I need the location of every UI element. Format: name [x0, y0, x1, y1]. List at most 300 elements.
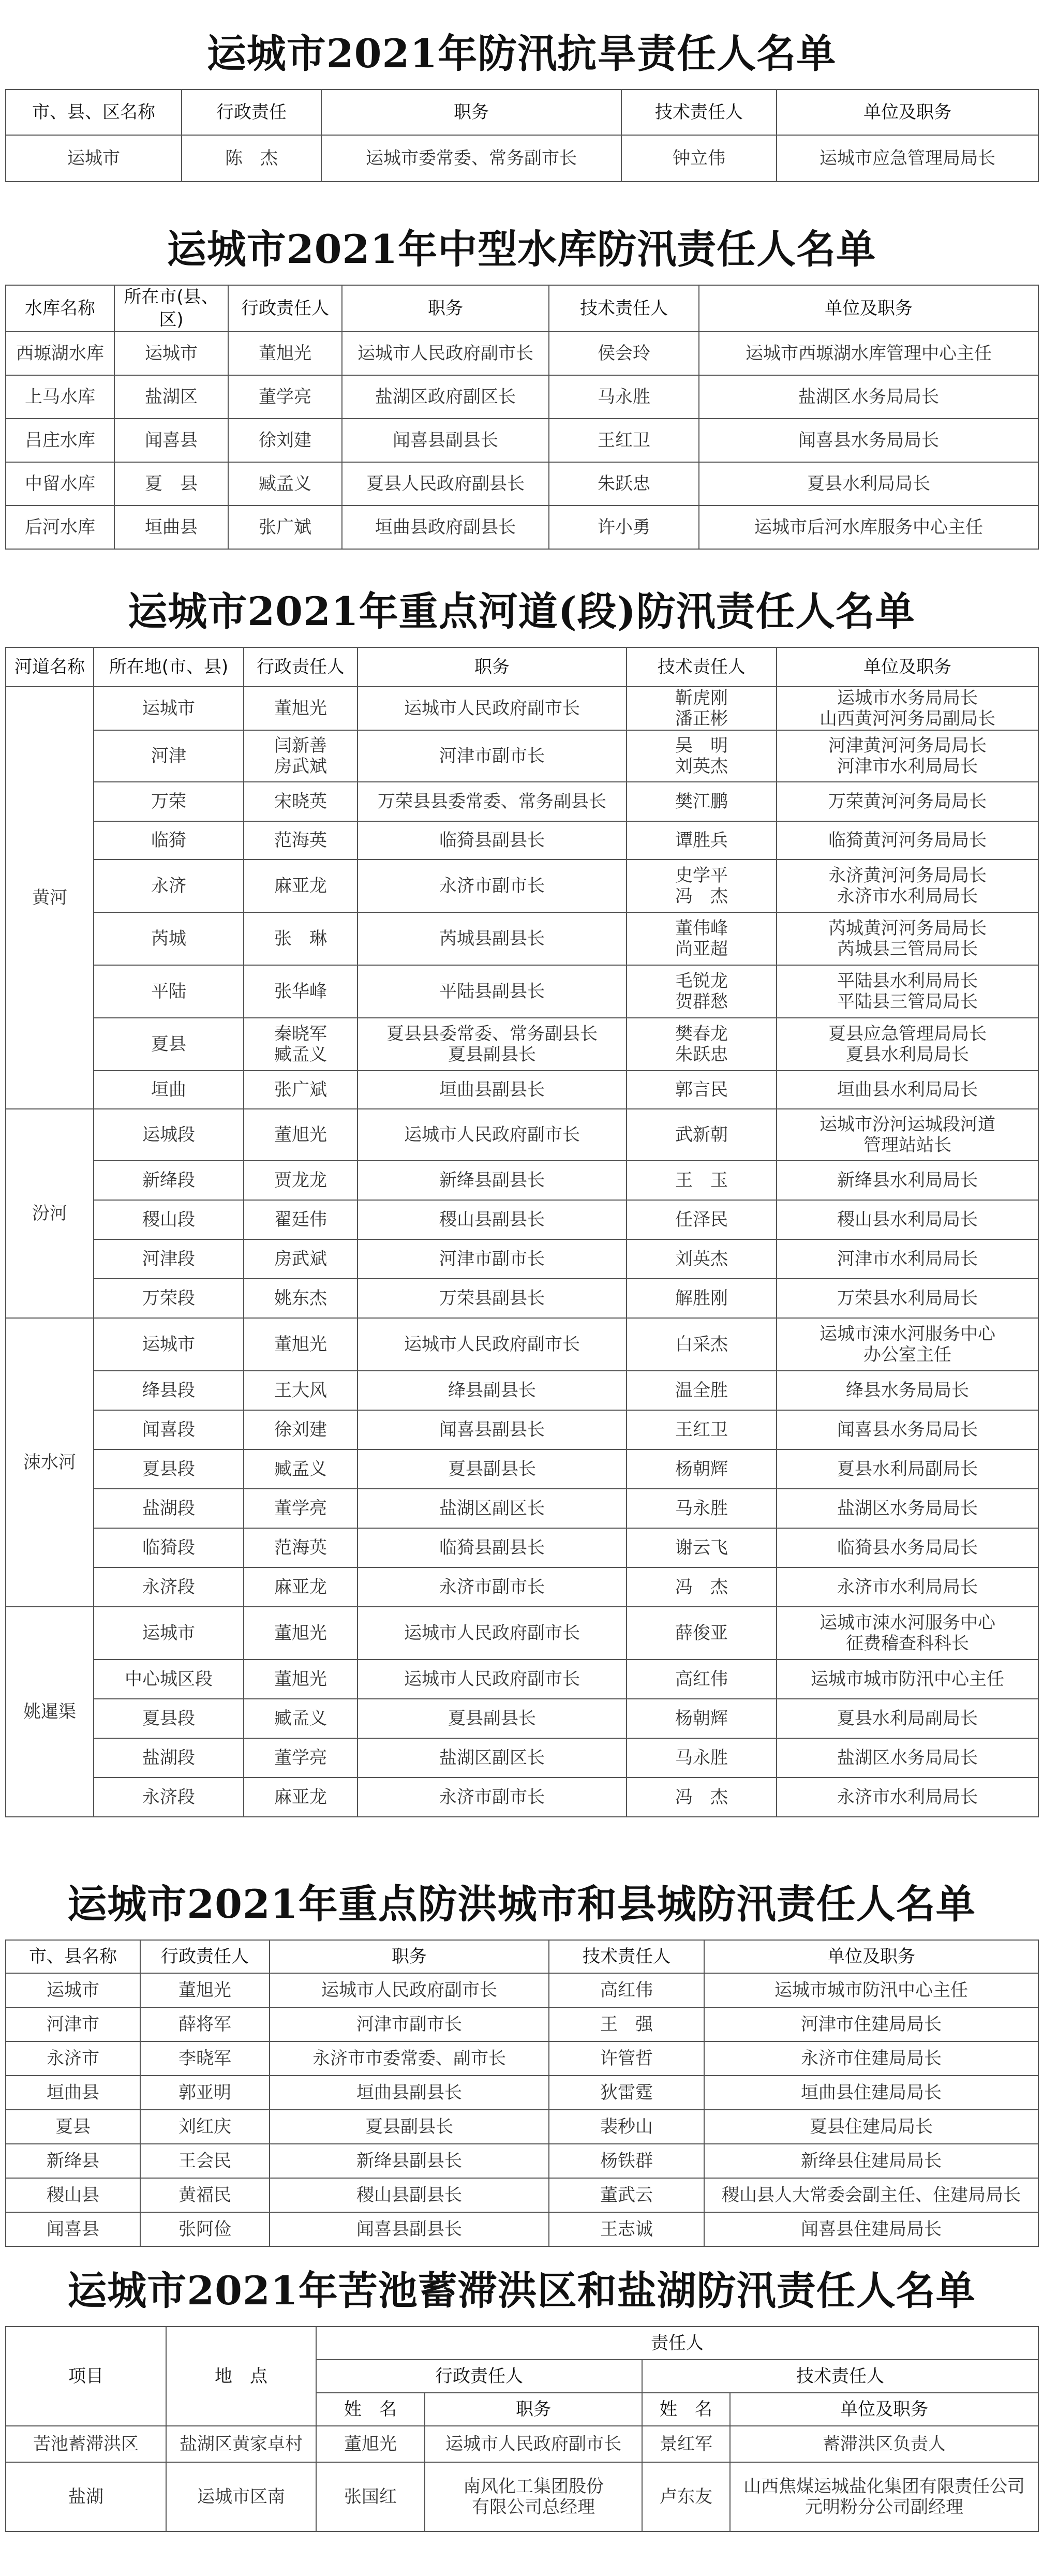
- table-cell: 运城市: [114, 332, 228, 375]
- river-name-cell: 汾河: [6, 1109, 94, 1318]
- table-cell: 绛县段: [94, 1371, 244, 1410]
- table-cell: 稷山段: [94, 1200, 244, 1239]
- cell-line: 夏县副县长: [448, 1044, 536, 1065]
- cell-line: 马永胜: [675, 1498, 728, 1519]
- table-cell: 运城段: [94, 1109, 244, 1161]
- table-cell: 运城市应急管理局局长: [777, 135, 1038, 182]
- table-cell: [357, 1699, 627, 1738]
- cell-line: 解胜刚: [675, 1288, 728, 1309]
- cell-line: 夏县副县长: [448, 1459, 536, 1479]
- table-cell: [777, 1778, 1038, 1817]
- table-cell: [357, 1738, 627, 1778]
- table-cell: 永济市市委常委、副市长: [270, 2041, 549, 2076]
- table-cell: [357, 1607, 627, 1660]
- cell-line: 稷山县水利局局长: [837, 1209, 978, 1230]
- table-cell: [730, 2462, 1038, 2531]
- cell-line: 房武斌: [274, 1249, 327, 1269]
- table-cell: [627, 1699, 777, 1738]
- cell-line: 运城市涑水河服务中心: [820, 1324, 995, 1344]
- cell-line: 杨朝辉: [675, 1708, 728, 1729]
- section-title: 运城市2021年重点河道(段)防汛责任人名单: [128, 588, 915, 634]
- table-cell: 黄福民: [140, 2178, 270, 2212]
- table-cell: 闻喜县副县长: [342, 419, 549, 462]
- header-cell: 姓 名: [642, 2393, 730, 2426]
- table-cell: [357, 912, 627, 965]
- table-row: [6, 1071, 1038, 1109]
- table-cell: [627, 1778, 777, 1817]
- header-cell: 市、县、区名称: [6, 90, 182, 135]
- table-cell: [777, 1449, 1038, 1489]
- river-name-cell: 涑水河: [6, 1318, 94, 1607]
- cell-line: 薛俊亚: [675, 1623, 728, 1644]
- table-cell: [357, 1071, 627, 1109]
- table-cell: [244, 1018, 357, 1071]
- table-cell: [357, 687, 627, 730]
- cell-line: 夏县水利局局长: [846, 1044, 969, 1065]
- table-cell: [627, 1109, 777, 1161]
- table-row: [6, 506, 1038, 549]
- cell-line: 运城市水务局局长: [837, 688, 978, 708]
- table-cell: 盐湖区黄家卓村: [166, 2426, 316, 2462]
- section-title: 运城市2021年中型水库防汛责任人名单: [167, 226, 876, 272]
- table-row: [6, 1018, 1038, 1071]
- table-cell: 永济市住建局局长: [704, 2041, 1038, 2076]
- header-cell: 技术责任人: [621, 90, 777, 135]
- table-cell: [425, 2462, 642, 2531]
- table-cell: [244, 860, 357, 912]
- cell-line: 永济市副市长: [439, 1577, 545, 1597]
- table-cell: 芮城: [94, 912, 244, 965]
- cell-line: 有限公司总经理: [472, 2497, 595, 2518]
- section-flood-storage: [5, 2248, 1038, 2532]
- header-cell: 技术责任人: [549, 1940, 704, 1973]
- table-row: [6, 2144, 1038, 2178]
- table-cell: [777, 687, 1038, 730]
- table-cell: [244, 1318, 357, 1371]
- table-cell: 张国红: [316, 2462, 425, 2531]
- table-cell: [777, 1109, 1038, 1161]
- table-cell: 徐刘建: [228, 419, 342, 462]
- table-cell: [244, 821, 357, 860]
- cell-line: 董旭光: [274, 698, 327, 719]
- table-cell: [627, 1449, 777, 1489]
- table-row: [6, 1371, 1038, 1410]
- cell-line: 杨朝辉: [675, 1459, 728, 1479]
- header-row: [6, 90, 1038, 135]
- table-cell: [357, 1018, 627, 1071]
- cell-line: 万荣黄河河务局局长: [828, 791, 987, 812]
- table-cell: 盐湖段: [94, 1738, 244, 1778]
- table-row: [6, 782, 1038, 821]
- table-cell: [244, 1200, 357, 1239]
- table-cell: 董旭光: [316, 2426, 425, 2462]
- table-cell: 中留水库: [6, 462, 114, 506]
- cell-line: 平陆县水利局局长: [837, 971, 978, 991]
- cell-line: 办公室主任: [863, 1344, 951, 1365]
- table-row: [6, 1161, 1038, 1200]
- header-cell: 技术责任人: [642, 2360, 1038, 2393]
- header-cell: 行政责任人: [316, 2360, 642, 2393]
- cell-line: 臧孟义: [274, 1044, 327, 1065]
- table-row: [6, 135, 1038, 182]
- table-cell: [357, 1161, 627, 1200]
- table-cell: 新绛县住建局局长: [704, 2144, 1038, 2178]
- table-cell: 运城市: [6, 135, 182, 182]
- table-cell: 闻喜县水务局局长: [699, 419, 1038, 462]
- cell-line: 董学亮: [274, 1748, 327, 1768]
- header-cell: 职务: [425, 2393, 642, 2426]
- table-cell: 河津: [94, 730, 244, 782]
- table-row: [6, 1410, 1038, 1449]
- table-cell: 钟立伟: [621, 135, 777, 182]
- table-cell: [627, 912, 777, 965]
- cell-line: 盐湖区水务局局长: [837, 1498, 978, 1519]
- header-row: [6, 647, 1038, 687]
- responsibility-table: [5, 647, 1039, 1817]
- header-cell: 所在地(市、县): [94, 647, 244, 687]
- table-row: [6, 965, 1038, 1018]
- table-cell: [777, 1318, 1038, 1371]
- table-cell: 后河水库: [6, 506, 114, 549]
- header-cell: 河道名称: [6, 647, 94, 687]
- table-cell: 垣曲县副县长: [270, 2076, 549, 2110]
- cell-line: 平陆县副县长: [439, 981, 545, 1002]
- cell-line: 永济市水利局局长: [837, 1787, 978, 1808]
- responsibility-table: [5, 89, 1039, 182]
- table-cell: 陈 杰: [182, 135, 321, 182]
- table-cell: [627, 1410, 777, 1449]
- section-flood-drought: [5, 11, 1038, 182]
- table-cell: 稷山县人大常委会副主任、住建局局长: [704, 2178, 1038, 2212]
- cell-line: 房武斌: [274, 756, 327, 777]
- table-cell: 垣曲县: [114, 506, 228, 549]
- cell-line: 芮城县副县长: [439, 928, 545, 949]
- header-cell: 职务: [270, 1940, 549, 1973]
- table-cell: 盐湖: [6, 2462, 166, 2531]
- cell-line: 潘正彬: [675, 708, 728, 729]
- table-cell: [627, 782, 777, 821]
- table-cell: 运城市: [6, 1973, 140, 2007]
- cell-line: 征费稽查科科长: [846, 1633, 969, 1654]
- table-cell: [777, 1279, 1038, 1318]
- table-cell: [627, 1567, 777, 1607]
- cell-line: 吴 明: [675, 735, 728, 756]
- table-cell: [244, 782, 357, 821]
- table-cell: 河津段: [94, 1239, 244, 1279]
- cell-line: 永济市水利局局长: [837, 1577, 978, 1597]
- cell-line: 高红伟: [675, 1669, 728, 1690]
- table-cell: [357, 965, 627, 1018]
- table-row: [6, 1200, 1038, 1239]
- cell-line: 运城市人民政府副市长: [404, 1623, 580, 1644]
- cell-line: 河津市水利局局长: [837, 756, 978, 777]
- table-cell: 运城市后河水库服务中心主任: [699, 506, 1038, 549]
- table-cell: 临猗: [94, 821, 244, 860]
- table-cell: [777, 912, 1038, 965]
- cell-line: 樊江鹏: [675, 791, 728, 812]
- table-row: [6, 1489, 1038, 1528]
- cell-line: 河津市副市长: [439, 746, 545, 766]
- cell-line: 河津市副市长: [439, 1249, 545, 1269]
- cell-line: 贺群愁: [675, 991, 728, 1012]
- header-cell: 市、县名称: [6, 1940, 140, 1973]
- table-cell: [777, 1410, 1038, 1449]
- table-cell: [627, 687, 777, 730]
- table-cell: [425, 2426, 642, 2462]
- cell-line: 朱跃忠: [675, 1044, 728, 1065]
- section-cities: [5, 1862, 1038, 2247]
- cell-line: 谢云飞: [675, 1537, 728, 1558]
- table-cell: 许小勇: [549, 506, 699, 549]
- table-cell: [777, 1738, 1038, 1778]
- cell-line: 新绛县水利局局长: [837, 1170, 978, 1191]
- table-cell: 盐湖段: [94, 1489, 244, 1528]
- table-cell: 河津市副市长: [270, 2007, 549, 2041]
- cell-line: 范海英: [274, 830, 327, 851]
- cell-line: 董旭光: [274, 1623, 327, 1644]
- table-cell: [244, 1161, 357, 1200]
- table-cell: 运城市西塬湖水库管理中心主任: [699, 332, 1038, 375]
- cell-line: 冯 杰: [675, 1787, 728, 1808]
- table-row: [6, 1318, 1038, 1371]
- cell-line: 垣曲县副县长: [439, 1079, 545, 1100]
- cell-line: 冯 杰: [675, 1577, 728, 1597]
- header-row: [6, 1940, 1038, 1973]
- table-row: [6, 1239, 1038, 1279]
- table-cell: [244, 1567, 357, 1607]
- section-rivers: [5, 569, 1038, 1817]
- table-cell: 运城市: [94, 1607, 244, 1660]
- table-cell: [627, 1528, 777, 1567]
- cell-line: 盐湖区水务局局长: [837, 1748, 978, 1768]
- table-cell: 夏 县: [114, 462, 228, 506]
- table-cell: 王会民: [140, 2144, 270, 2178]
- table-cell: [627, 821, 777, 860]
- table-cell: [244, 1109, 357, 1161]
- cell-line: 靳虎刚: [675, 688, 728, 708]
- table-cell: 卢东友: [642, 2462, 730, 2531]
- cell-line: 永济市水利局局长: [837, 886, 978, 907]
- header-cell: 责任人: [316, 2327, 1038, 2360]
- cell-line: 王大风: [274, 1380, 327, 1401]
- cell-line: 运城市人民政府副市长: [404, 1334, 580, 1355]
- table-cell: 西塬湖水库: [6, 332, 114, 375]
- cell-line: 运城市汾河运城段河道: [820, 1114, 995, 1135]
- table-row: [6, 1449, 1038, 1489]
- table-cell: [777, 1071, 1038, 1109]
- cell-line: 永济黄河河务局局长: [828, 865, 987, 886]
- table-cell: [777, 1018, 1038, 1071]
- cell-line: 运城市人民政府副市长: [404, 1124, 580, 1145]
- table-cell: 河津市住建局局长: [704, 2007, 1038, 2041]
- cell-line: 山西黄河河务局副局长: [820, 708, 995, 729]
- table-cell: 永济: [94, 860, 244, 912]
- cell-line: 绛县副县长: [448, 1380, 536, 1401]
- table-row: [6, 375, 1038, 419]
- table-row: [6, 2076, 1038, 2110]
- header-cell: 单位及职务: [730, 2393, 1038, 2426]
- table-cell: 王红卫: [549, 419, 699, 462]
- table-cell: [627, 1071, 777, 1109]
- table-cell: [777, 1239, 1038, 1279]
- table-cell: [357, 1449, 627, 1489]
- table-row: [6, 332, 1038, 375]
- table-cell: 新绛县副县长: [270, 2144, 549, 2178]
- table-cell: 上马水库: [6, 375, 114, 419]
- table-cell: [357, 1200, 627, 1239]
- table-cell: 闻喜县: [6, 2212, 140, 2246]
- header-cell: 单位及职务: [704, 1940, 1038, 1973]
- table-cell: 吕庄水库: [6, 419, 114, 462]
- header-cell: 技术责任人: [549, 285, 699, 332]
- cell-line: 董旭光: [274, 1334, 327, 1355]
- section-title: 运城市2021年防汛抗旱责任人名单: [206, 30, 837, 77]
- table-cell: [627, 1318, 777, 1371]
- table-cell: 苦池蓄滞洪区: [6, 2426, 166, 2462]
- header-cell: 项目: [6, 2327, 166, 2426]
- table-cell: 狄雷霆: [549, 2076, 704, 2110]
- cell-line: 管理站站长: [863, 1135, 951, 1156]
- cell-line: 冯 杰: [675, 886, 728, 907]
- table-row: [6, 860, 1038, 912]
- table-cell: 闻喜段: [94, 1410, 244, 1449]
- table-cell: [357, 1528, 627, 1567]
- cell-line: 运城市人民政府副市长: [445, 2434, 621, 2454]
- table-cell: 垣曲: [94, 1071, 244, 1109]
- table-cell: [627, 1018, 777, 1071]
- cell-line: 翟廷伟: [274, 1209, 327, 1230]
- table-cell: [244, 1778, 357, 1817]
- table-cell: [777, 860, 1038, 912]
- cell-line: 绛县水务局局长: [846, 1380, 969, 1401]
- table-cell: [357, 1279, 627, 1318]
- table-cell: 闻喜县副县长: [270, 2212, 549, 2246]
- table-row: [6, 2426, 1038, 2462]
- table-cell: [244, 1528, 357, 1567]
- cell-line: 贾龙龙: [274, 1170, 327, 1191]
- table-cell: [357, 860, 627, 912]
- table-cell: [357, 782, 627, 821]
- table-cell: 盐湖区: [114, 375, 228, 419]
- cell-line: 张 琳: [274, 928, 327, 949]
- table-cell: 垣曲县: [6, 2076, 140, 2110]
- header-row: [6, 285, 1038, 332]
- cell-line: 白采杰: [675, 1334, 728, 1355]
- table-row: [6, 2041, 1038, 2076]
- header-cell: 职务: [321, 90, 621, 135]
- header-cell: 单位及职务: [777, 90, 1038, 135]
- cell-line: 永济市副市长: [439, 876, 545, 896]
- table-cell: 垣曲县政府副县长: [342, 506, 549, 549]
- cell-line: 夏县县委常委、常务副县长: [386, 1024, 598, 1044]
- table-cell: [627, 1371, 777, 1410]
- table-cell: 新绛段: [94, 1161, 244, 1200]
- table-cell: 臧孟义: [228, 462, 342, 506]
- cell-line: 夏县水利局副局长: [837, 1708, 978, 1729]
- table-cell: 夏县: [94, 1018, 244, 1071]
- table-cell: 运城市: [94, 1318, 244, 1371]
- cell-line: 芮城县三管局局长: [837, 939, 978, 959]
- table-cell: [357, 1239, 627, 1279]
- table-cell: [777, 1371, 1038, 1410]
- table-cell: [777, 965, 1038, 1018]
- table-cell: 平陆: [94, 965, 244, 1018]
- table-cell: [357, 1410, 627, 1449]
- table-cell: [777, 1607, 1038, 1660]
- header-cell: 水库名称: [6, 285, 114, 332]
- table-cell: [244, 912, 357, 965]
- cell-line: 垣曲县水利局局长: [837, 1079, 978, 1100]
- table-cell: 郭亚明: [140, 2076, 270, 2110]
- table-cell: 张广斌: [228, 506, 342, 549]
- table-cell: 运城市区南: [166, 2462, 316, 2531]
- table-cell: 运城市城市防汛中心主任: [704, 1973, 1038, 2007]
- table-cell: 运城市人民政府副市长: [270, 1973, 549, 2007]
- responsibility-table: [5, 2326, 1039, 2532]
- table-cell: 夏县人民政府副县长: [342, 462, 549, 506]
- table-cell: [244, 1738, 357, 1778]
- table-row: [6, 2110, 1038, 2144]
- cell-line: 董旭光: [274, 1124, 327, 1145]
- table-cell: 永济段: [94, 1778, 244, 1817]
- table-cell: [244, 1279, 357, 1318]
- table-cell: 稷山县副县长: [270, 2178, 549, 2212]
- cell-line: 张华峰: [274, 981, 327, 1002]
- cell-line: 史学平: [675, 865, 728, 886]
- cell-line: 麻亚龙: [274, 1577, 327, 1597]
- table-cell: [627, 1161, 777, 1200]
- cell-line: 麻亚龙: [274, 1787, 327, 1808]
- table-row: [6, 1109, 1038, 1161]
- table-row: [6, 462, 1038, 506]
- table-cell: [357, 1109, 627, 1161]
- table-cell: 夏县住建局局长: [704, 2110, 1038, 2144]
- table-row: [6, 419, 1038, 462]
- cell-line: 新绛县副县长: [439, 1170, 545, 1191]
- table-cell: 闻喜县: [114, 419, 228, 462]
- table-cell: [357, 821, 627, 860]
- cell-line: 宋晓英: [274, 791, 327, 812]
- responsibility-table: [5, 1940, 1039, 2247]
- cell-line: 运城市城市防汛中心主任: [811, 1669, 1004, 1690]
- cell-line: 运城市人民政府副市长: [404, 698, 580, 719]
- table-cell: [777, 821, 1038, 860]
- cell-line: 樊春龙: [675, 1024, 728, 1044]
- table-row: [6, 1607, 1038, 1660]
- cell-line: 麻亚龙: [274, 876, 327, 896]
- table-cell: [244, 730, 357, 782]
- table-cell: [777, 1699, 1038, 1738]
- table-row: [6, 1660, 1038, 1699]
- header-cell: 所在市(县、区): [114, 285, 228, 332]
- cell-line: 万荣县副县长: [439, 1288, 545, 1309]
- cell-line: 万荣县水利局局长: [837, 1288, 978, 1309]
- table-cell: 许管哲: [549, 2041, 704, 2076]
- cell-line: 臧孟义: [274, 1459, 327, 1479]
- table-cell: 运城市人民政府副市长: [342, 332, 549, 375]
- table-row: [6, 1528, 1038, 1567]
- table-cell: [357, 1371, 627, 1410]
- table-cell: [357, 1489, 627, 1528]
- table-cell: [777, 730, 1038, 782]
- cell-line: 姚东杰: [274, 1288, 327, 1309]
- table-cell: [244, 1489, 357, 1528]
- table-cell: 运城市委常委、常务副市长: [321, 135, 621, 182]
- section-title: 运城市2021年苦池蓄滞洪区和盐湖防汛责任人名单: [67, 2267, 976, 2314]
- header-cell: 行政责任人: [228, 285, 342, 332]
- header-cell: 行政责任人: [140, 1940, 270, 1973]
- table-cell: 夏县: [6, 2110, 140, 2144]
